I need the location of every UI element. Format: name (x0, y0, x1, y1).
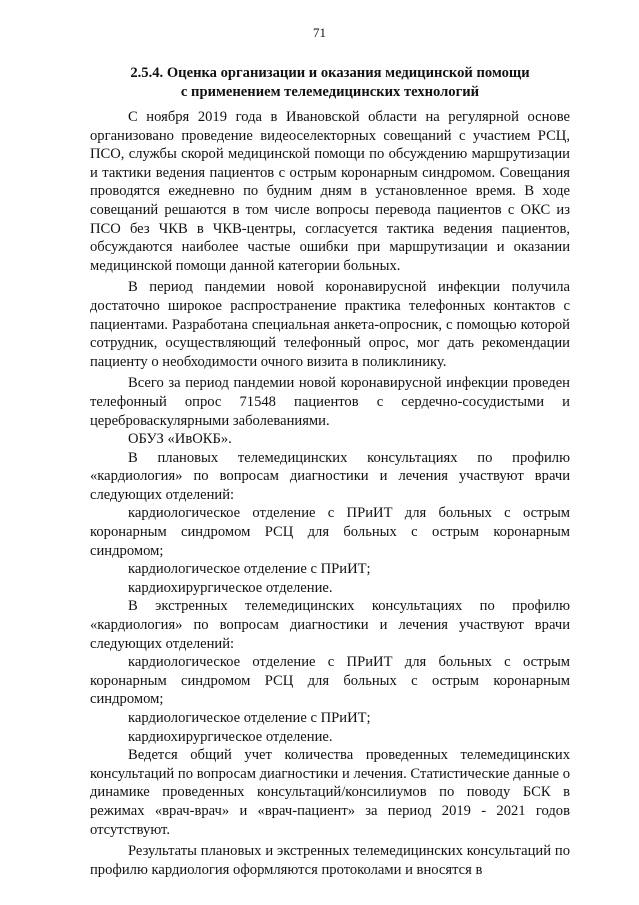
paragraph-consultation-accounting: Ведется общий учет количества проведенных телемедицинских консультаций по вопросам диагностики и лечения. Статистические данные о динамике проведенных консультаций/консилиумов по поводу БСК в режимах «врач-врач» и «врач-пациент» за период 2019 - 2021 годов отсутствуют. (90, 747, 570, 838)
list-item-department: кардиохирургическое отделение. (128, 579, 333, 596)
paragraph-planned-consultations: В плановых телемедицинских консультациях по профилю «кардиология» по вопросам диагностики и лечения участвуют врачи следующих отделений: (90, 449, 570, 503)
body-text (90, 108, 570, 879)
list-item-department: кардиологическое отделение с ПРиИТ для больных с острым коронарным синдромом РСЦ для больных с острым коронарным синдромом; (90, 505, 570, 559)
paragraph-consultation-results: Результаты плановых и экстренных телемедицинских консультаций по профилю кардиология оформляются протоколами и вносятся в (90, 843, 570, 878)
paragraph-phone-survey-total: Всего за период пандемии новой коронавирусной инфекции проведен телефонный опрос 71548 пациентов с сердечно-сосудистыми и цереброваскулярными заболеваниями. (90, 375, 570, 429)
paragraph-organization-name: ОБУЗ «ИвОКБ». (128, 431, 232, 448)
paragraph-pandemic-phone-contacts: В период пандемии новой коронавирусной инфекции получила достаточно широкое распространение практика телефонных контактов с пациентами. Разработана специальная анкета-опросник, с помощью которой сотрудник, осуществляющий телефонный опрос, мог дать рекомендации пациенту о необходимости очного визита в поликлинику. (90, 279, 570, 370)
section-heading (90, 64, 570, 102)
list-item-department: кардиологическое отделение с ПРиИТ для больных с острым коронарным синдромом РСЦ для больных с острым коронарным синдромом; (90, 654, 570, 708)
paragraph-videoconference-meetings: С ноября 2019 года в Ивановской области на регулярной основе организовано проведение видеоселекторных совещаний с участием РСЦ, ПСО, службы скорой медицинской помощи по обсуждению маршрутизации и тактики ведения пациентов с острым коронарным синдромом. Совещания проводятся ежедневно по будним дням в установленное время. В ходе совещаний решаются в том числе вопросы перевода пациентов с ОКС из ПСО без ЧКВ в ЧКВ-центры, согласуется тактика ведения пациентов, обсуждаются наиболее частые ошибки при маршрутизации и оказании медицинской помощи данной категории больных. (90, 109, 570, 274)
paragraph-emergency-consultations: В экстренных телемедицинских консультациях по профилю «кардиология» по вопросам диагностики и лечения участвуют врачи следующих отделений: (90, 598, 570, 652)
section-heading-line-2: с применением телемедицинских технологий (180, 84, 480, 100)
list-item-department: кардиологическое отделение с ПРиИТ; (128, 710, 371, 726)
list-item-department: кардиохирургическое отделение. (128, 728, 333, 745)
list-item-department: кардиологическое отделение с ПРиИТ; (128, 561, 371, 578)
page-number: 71 (313, 25, 326, 40)
section-heading-line-1: 2.5.4. Оценка организации и оказания медицинской помощи (130, 65, 530, 81)
